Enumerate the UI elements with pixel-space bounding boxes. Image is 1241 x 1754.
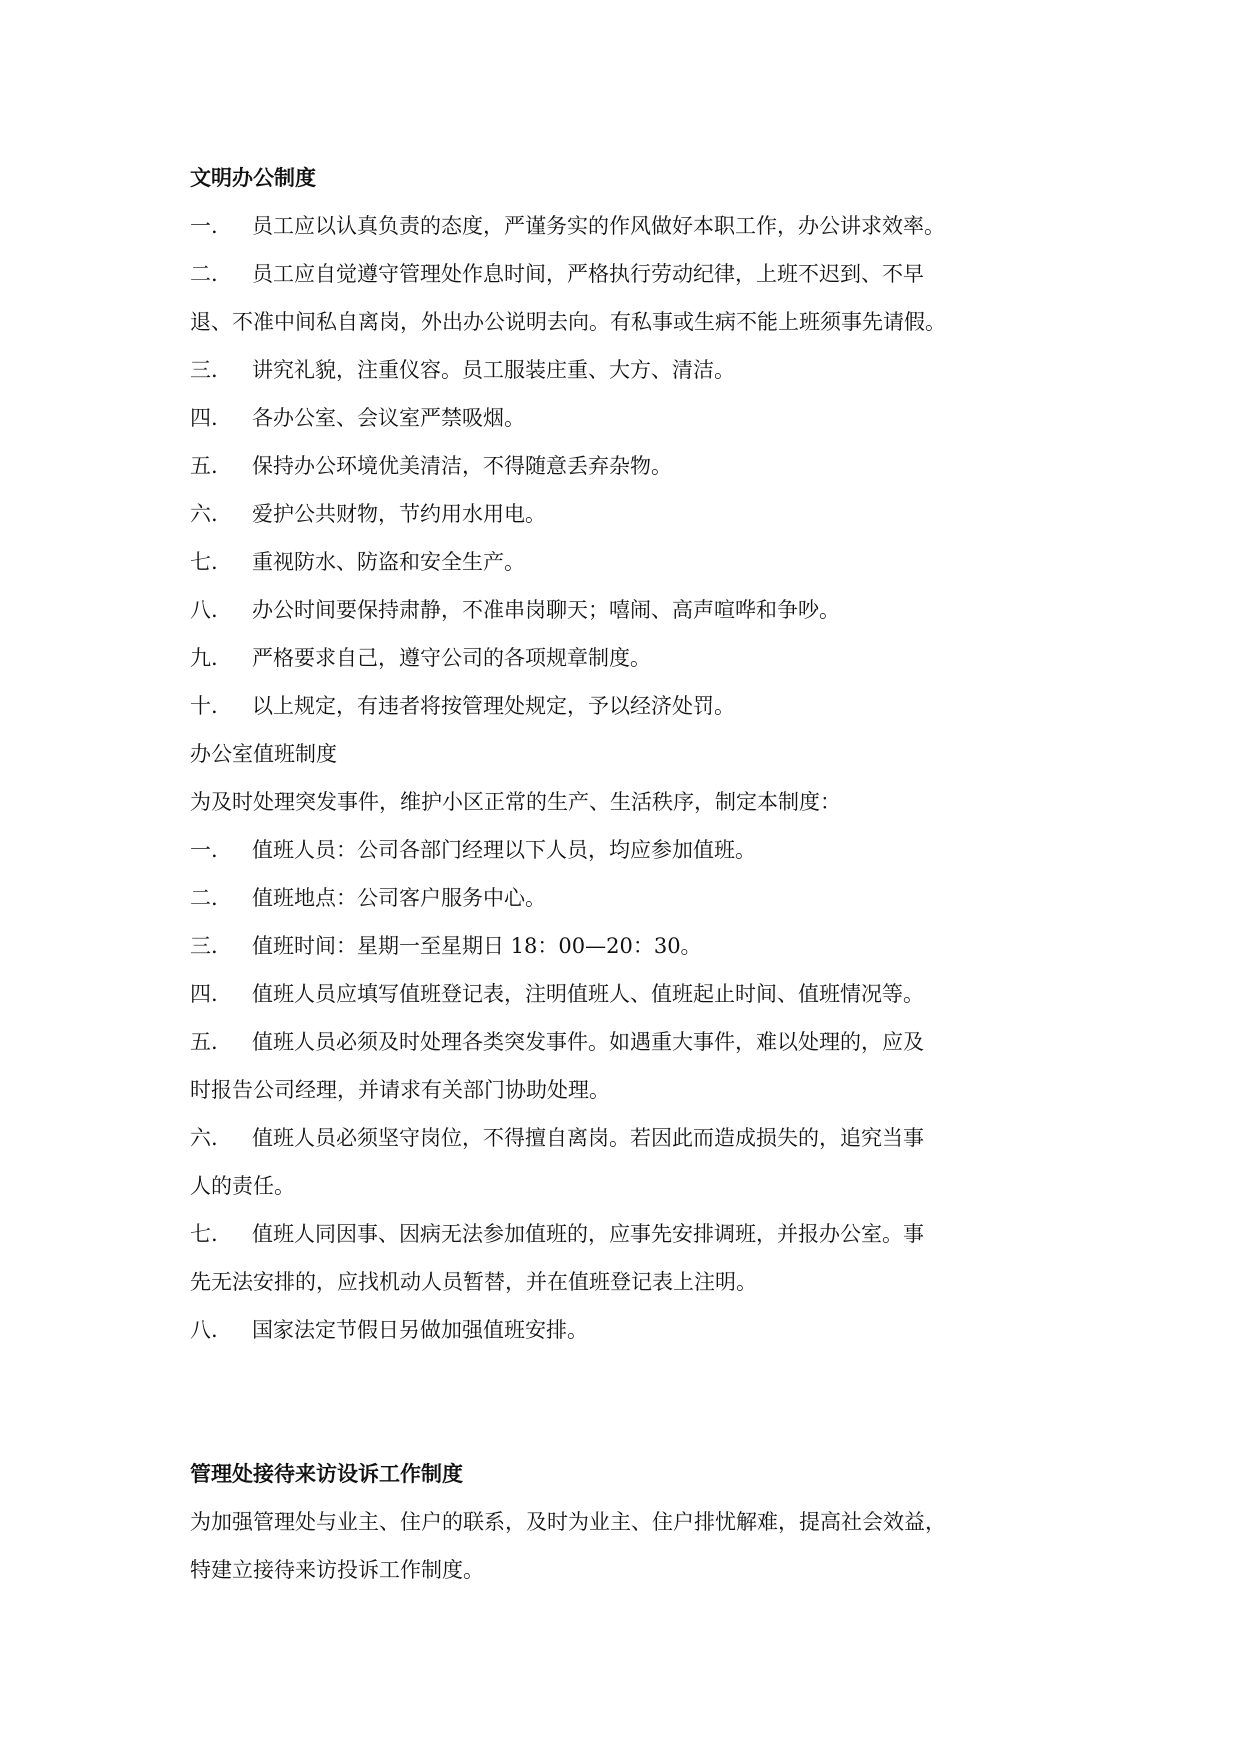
list-item bbox=[190, 548, 525, 576]
item-number: 二. bbox=[190, 262, 218, 286]
section-title: 办公室值班制度 bbox=[190, 742, 337, 766]
list-item bbox=[190, 932, 702, 960]
item-number: 一. bbox=[190, 838, 218, 862]
item-text: 讲究礼貌，注重仪容。员工服装庄重、大方、清洁。 bbox=[252, 358, 735, 382]
list-item bbox=[190, 596, 840, 624]
item-text: 值班人员必须坚守岗位，不得擅自离岗。若因此而造成损失的，追究当事 bbox=[252, 1126, 924, 1150]
item-text: 严格要求自己，遵守公司的各项规章制度。 bbox=[252, 646, 651, 670]
item-continuation: 时报告公司经理，并请求有关部门协助处理。 bbox=[190, 1078, 610, 1102]
list-item bbox=[190, 212, 945, 240]
item-number: 五. bbox=[190, 454, 218, 478]
item-text: 值班地点：公司客户服务中心。 bbox=[252, 886, 546, 910]
item-text: 值班时间：星期一至星期日 18：00—20：30。 bbox=[252, 934, 702, 958]
item-text: 员工应自觉遵守管理处作息时间，严格执行劳动纪律，上班不迟到、不早 bbox=[252, 262, 924, 286]
item-number: 一. bbox=[190, 214, 218, 238]
item-text: 值班人员必须及时处理各类突发事件。如遇重大事件，难以处理的，应及 bbox=[252, 1030, 924, 1054]
item-number: 四. bbox=[190, 406, 218, 430]
item-number: 七. bbox=[190, 1222, 218, 1246]
item-number: 五. bbox=[190, 1030, 218, 1054]
item-number: 六. bbox=[190, 1126, 218, 1150]
item-number: 三. bbox=[190, 934, 218, 958]
item-text: 重视防水、防盗和安全生产。 bbox=[252, 550, 525, 574]
item-text: 各办公室、会议室严禁吸烟。 bbox=[252, 406, 525, 430]
list-item bbox=[190, 692, 735, 720]
item-text: 爱护公共财物，节约用水用电。 bbox=[252, 502, 546, 526]
list-item bbox=[190, 356, 735, 384]
item-number: 六. bbox=[190, 502, 218, 526]
list-item bbox=[190, 644, 651, 672]
item-number: 十. bbox=[190, 694, 218, 718]
document-page bbox=[190, 0, 1070, 1754]
section-intro: 为加强管理处与业主、住户的联系，及时为业主、住户排忧解难，提高社会效益， bbox=[190, 1510, 946, 1534]
section-intro-continuation: 特建立接待来访投诉工作制度。 bbox=[190, 1558, 484, 1582]
list-item bbox=[190, 404, 525, 432]
item-text: 值班人员应填写值班登记表，注明值班人、值班起止时间、值班情况等。 bbox=[252, 982, 924, 1006]
item-number: 三. bbox=[190, 358, 218, 382]
item-text: 办公时间要保持肃静，不准串岗聊天；嘻闹、高声喧哗和争吵。 bbox=[252, 598, 840, 622]
section-intro: 为及时处理突发事件，维护小区正常的生产、生活秩序，制定本制度： bbox=[190, 790, 841, 814]
item-text: 值班人同因事、因病无法参加值班的，应事先安排调班，并报办公室。事 bbox=[252, 1222, 924, 1246]
list-item bbox=[190, 1028, 924, 1056]
item-text: 国家法定节假日另做加强值班安排。 bbox=[252, 1318, 588, 1342]
list-item bbox=[190, 260, 924, 288]
section-title: 管理处接待来访设诉工作制度 bbox=[190, 1462, 463, 1486]
section-title: 文明办公制度 bbox=[190, 166, 316, 190]
list-item bbox=[190, 980, 924, 1008]
list-item bbox=[190, 1316, 588, 1344]
item-number: 八. bbox=[190, 1318, 218, 1342]
item-text: 员工应以认真负责的态度，严谨务实的作风做好本职工作，办公讲求效率。 bbox=[252, 214, 945, 238]
item-text: 以上规定，有违者将按管理处规定，予以经济处罚。 bbox=[252, 694, 735, 718]
item-continuation: 人的责任。 bbox=[190, 1174, 295, 1198]
list-item bbox=[190, 1220, 924, 1248]
item-number: 九. bbox=[190, 646, 218, 670]
list-item bbox=[190, 884, 546, 912]
item-number: 八. bbox=[190, 598, 218, 622]
item-continuation: 先无法安排的，应找机动人员暂替，并在值班登记表上注明。 bbox=[190, 1270, 757, 1294]
list-item bbox=[190, 500, 546, 528]
list-item bbox=[190, 1124, 924, 1152]
item-text: 保持办公环境优美清洁，不得随意丢弃杂物。 bbox=[252, 454, 672, 478]
item-text: 值班人员：公司各部门经理以下人员，均应参加值班。 bbox=[252, 838, 756, 862]
list-item bbox=[190, 836, 756, 864]
item-continuation: 退、不准中间私自离岗，外出办公说明去向。有私事或生病不能上班须事先请假。 bbox=[190, 310, 946, 334]
item-number: 四. bbox=[190, 982, 218, 1006]
item-number: 七. bbox=[190, 550, 218, 574]
list-item bbox=[190, 452, 672, 480]
item-number: 二. bbox=[190, 886, 218, 910]
